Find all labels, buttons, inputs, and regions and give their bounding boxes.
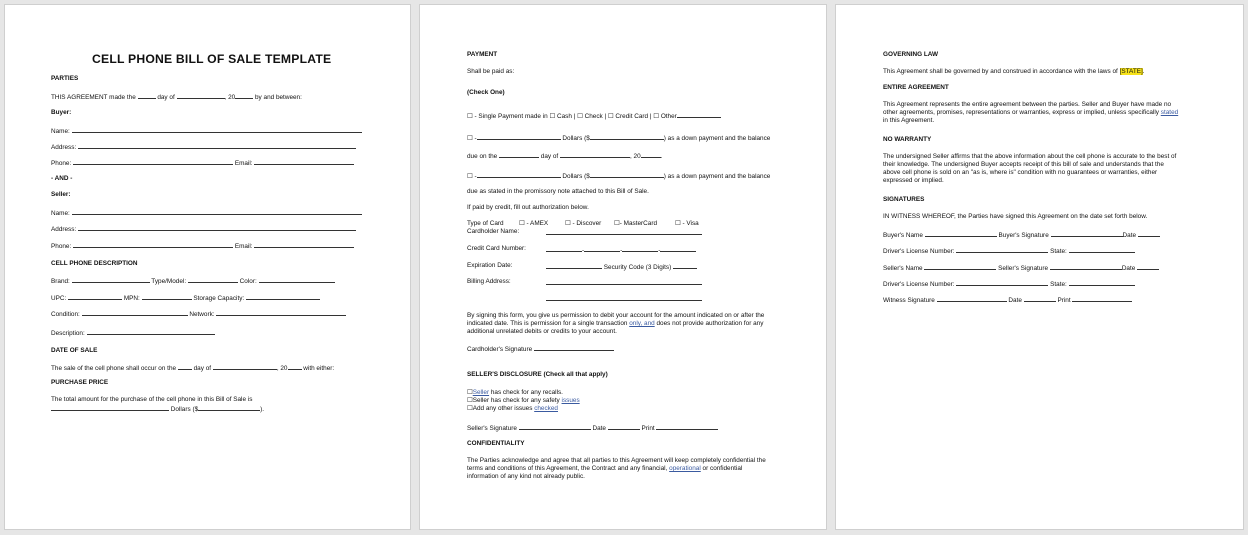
governing-law-heading: GOVERNING LAW <box>883 51 939 58</box>
seller-name-field[interactable]: Name: <box>51 208 362 218</box>
disclosure-safety-checkbox[interactable]: ☐Seller has check for any safety issues <box>467 397 580 404</box>
seller-phone-email-field[interactable]: Phone: Email: <box>51 241 354 251</box>
agreement-line: THIS AGREEMENT made the day of , 20 by and between: <box>51 94 302 101</box>
payment-heading: PAYMENT <box>467 51 498 58</box>
buyer-license-row[interactable]: Driver's License Number: State: <box>883 246 1135 256</box>
promissory-note-text: due as stated in the promissory note attached to this Bill of Sale. <box>467 188 649 195</box>
document-page-3 <box>835 4 1244 530</box>
confidentiality-line-3: information of any kind not already public. <box>467 473 585 480</box>
billing-address-field-1[interactable] <box>546 278 702 288</box>
entire-agreement-heading: ENTIRE AGREEMENT <box>883 84 949 91</box>
entire-agreement-line-3: in this Agreement. <box>883 117 935 124</box>
expiration-security-field[interactable]: Security Code (3 Digits) <box>546 262 697 272</box>
cardholder-name-field[interactable] <box>546 228 702 238</box>
document-title: CELL PHONE BILL OF SALE TEMPLATE <box>92 52 332 66</box>
authorization-line-3: additional unrelated debits or credits to your account. <box>467 328 617 335</box>
purchase-price-amount[interactable]: Dollars ($ ). <box>51 404 264 414</box>
billing-address-field-2[interactable] <box>546 294 702 304</box>
confidentiality-line-1: The Parties acknowledge and agree that all parties to this Agreement will keep completely confidential the <box>467 457 766 464</box>
state-placeholder: [STATE] <box>1119 68 1143 75</box>
purchase-price-text: The total amount for the purchase of the cell phone in this Bill of Sale is <box>51 396 253 403</box>
credit-auth-text: If paid by credit, fill out authorization below. <box>467 204 589 211</box>
and-divider: - AND - <box>51 175 73 182</box>
sale-date-line: The sale of the cell phone shall occur on the day of , 20 with either: <box>51 365 335 372</box>
card-visa-option[interactable]: ☐ - Visa <box>675 220 699 227</box>
seller-heading: Seller: <box>51 191 71 198</box>
condition-network-field[interactable]: Condition: Network: <box>51 309 346 319</box>
down-payment-option-1[interactable]: ☐ - Dollars ($ ) as a down payment and the balance <box>467 135 771 142</box>
brand-model-color-field[interactable]: Brand: Type/Model: Color: <box>51 276 335 286</box>
due-on-line: due on the day of , 20 . <box>467 153 663 160</box>
authorization-line-2: indicated date. This is permission for a single transaction only, and does not provide authorization for any <box>467 320 764 327</box>
sellers-disclosure-heading: SELLER'S DISCLOSURE (Check all that apply) <box>467 371 608 378</box>
witness-signature-row[interactable]: Witness Signature Date Print <box>883 295 1132 305</box>
cardholder-name-label: Cardholder Name: <box>467 228 520 235</box>
document-page-2 <box>419 4 827 530</box>
down-payment-option-2[interactable]: ☐ - Dollars ($ ) as a down payment and the balance <box>467 173 771 180</box>
card-amex-option[interactable]: ☐ - AMEX <box>519 220 549 227</box>
confidentiality-heading: CONFIDENTIALITY <box>467 440 525 447</box>
purchase-price-heading: PURCHASE PRICE <box>51 379 109 386</box>
no-warranty-heading: NO WARRANTY <box>883 136 932 143</box>
description-heading: CELL PHONE DESCRIPTION <box>51 260 138 267</box>
seller-signature-field[interactable]: Seller's Signature Date Print <box>467 423 718 433</box>
date-of-sale-heading: DATE OF SALE <box>51 347 98 354</box>
document-page-1 <box>4 4 411 530</box>
seller-address-field[interactable]: Address: <box>51 224 356 234</box>
authorization-line-1: By signing this form, you give us permission to debit your account for the amount indicated on or after the <box>467 312 765 319</box>
buyer-address-field[interactable]: Address: <box>51 142 356 152</box>
cardholder-signature-field[interactable]: Cardholder's Signature <box>467 344 614 354</box>
buyer-phone-email-field[interactable]: Phone: Email: <box>51 158 354 168</box>
billing-address-label: Billing Address: <box>467 278 511 285</box>
description-field[interactable]: Description: <box>51 328 215 338</box>
single-payment-option[interactable]: ☐ - Single Payment made in ☐ Cash | ☐ Check | ☐ Credit Card | ☐ Other <box>467 111 721 121</box>
no-warranty-line-3: above cell phone is sold on an "as is, where is" condition with no guarantees or warranties, either <box>883 169 1158 176</box>
governing-law-text: This Agreement shall be governed by and construed in accordance with the laws of [STATE]. <box>883 68 1145 75</box>
card-number-field[interactable]: - - - <box>546 245 696 255</box>
buyer-signature-row[interactable]: Buyer's Name Buyer's Signature Date <box>883 230 1160 240</box>
buyer-name-field[interactable]: Name: <box>51 126 362 136</box>
type-of-card-label: Type of Card <box>467 220 504 227</box>
card-number-label: Credit Card Number: <box>467 245 526 252</box>
entire-agreement-line-1: This Agreement represents the entire agreement between the parties. Seller and Buyer have made no <box>883 101 1172 108</box>
card-mastercard-option[interactable]: ☐- MasterCard <box>614 220 658 227</box>
no-warranty-line-2: their knowledge. The undersigned Buyer accepts receipt of this bill of sale and understands that the <box>883 161 1164 168</box>
no-warranty-line-4: expressed or implied. <box>883 177 944 184</box>
card-discover-option[interactable]: ☐ - Discover <box>565 220 602 227</box>
disclosure-recalls-checkbox[interactable]: ☐Seller has check for any recalls. <box>467 389 563 396</box>
parties-heading: PARTIES <box>51 75 79 82</box>
witness-statement: IN WITNESS WHEREOF, the Parties have signed this Agreement on the date set forth below. <box>883 213 1148 220</box>
buyer-heading: Buyer: <box>51 109 72 116</box>
no-warranty-line-1: The undersigned Seller affirms that the above information about the cell phone is accurate to the best of <box>883 153 1177 160</box>
upc-mpn-storage-field[interactable]: UPC: MPN: Storage Capacity: <box>51 293 320 303</box>
check-one-label: (Check One) <box>467 89 505 96</box>
signatures-heading: SIGNATURES <box>883 196 925 203</box>
paid-as-text: Shall be paid as: <box>467 68 515 75</box>
seller-license-row[interactable]: Driver's License Number: State: <box>883 279 1135 289</box>
confidentiality-line-2: terms and conditions of this Agreement, the Contract and any financial, operational or confidential <box>467 465 743 472</box>
entire-agreement-line-2: other agreements, promises, representations or warranties, express or implied, unless specifically stated <box>883 109 1179 116</box>
disclosure-other-checkbox[interactable]: ☐Add any other issues checked <box>467 405 558 412</box>
expiration-label: Expiration Date: <box>467 262 513 269</box>
seller-signature-row[interactable]: Seller's Name Seller's Signature Date <box>883 263 1159 273</box>
